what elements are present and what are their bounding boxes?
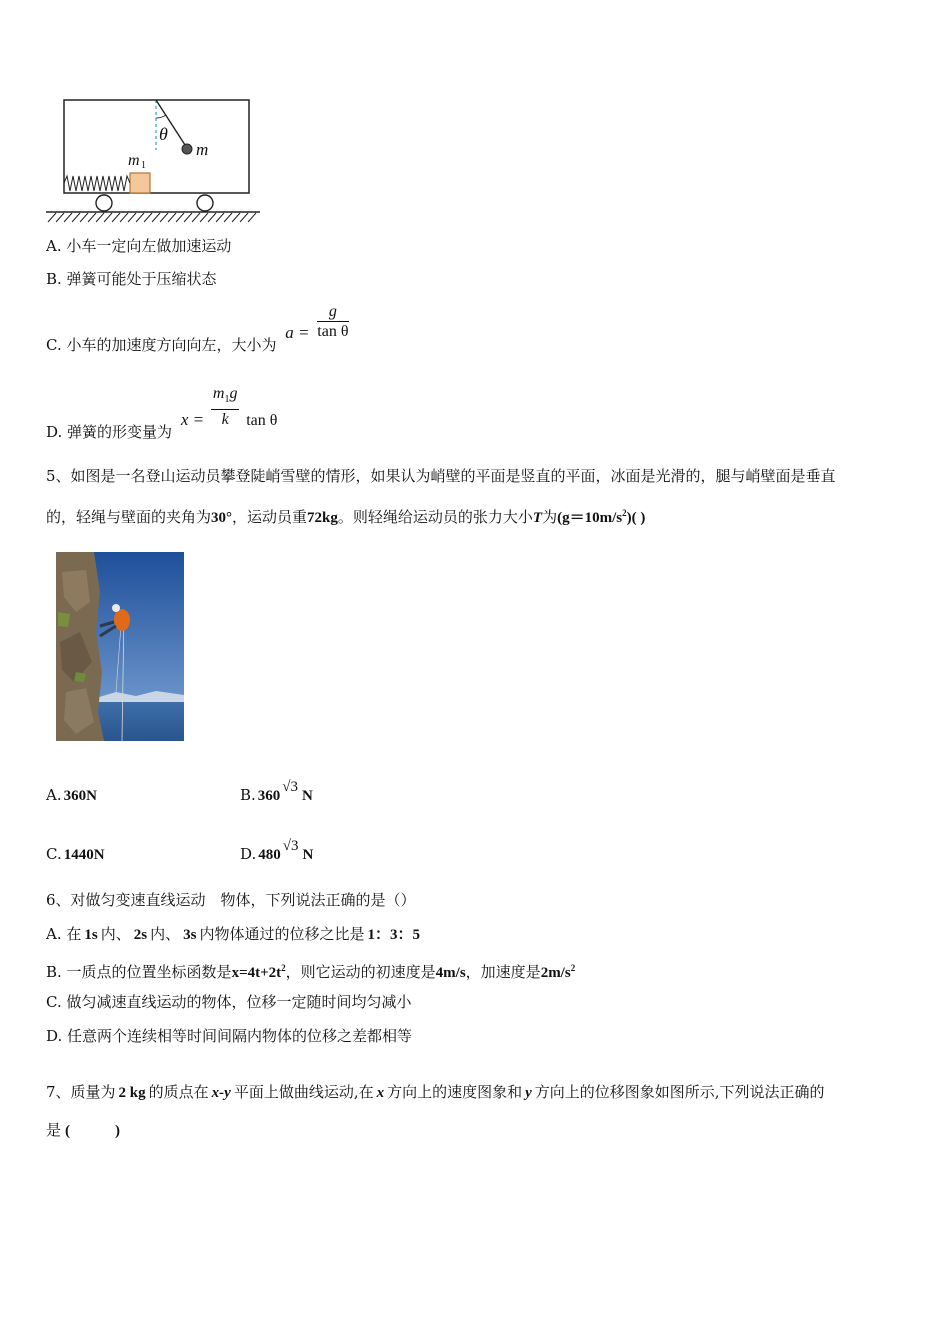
left-wheel — [96, 195, 112, 211]
sqrt3-b: √3 — [282, 779, 299, 795]
q6-option-a: A. 在 1s 内、 2s 内、 3s 内物体通过的位移之比是 1：3：5 — [46, 925, 420, 943]
q6-option-d: D. 任意两个连续相等时间间隔内物体的位移之差都相等 — [46, 1027, 413, 1045]
q4-option-b: B. 弹簧可能处于压缩状态 — [46, 270, 217, 288]
pendulum-ball — [182, 144, 192, 154]
climber-photo — [56, 552, 184, 741]
block-mass-subscript: 1 — [141, 160, 146, 171]
q4-option-d-fraction — [211, 384, 240, 430]
q5-option-a: A. 360N — [46, 786, 97, 804]
climber — [114, 609, 130, 631]
q4-option-d-numerator: $m_1g$ — [211, 384, 240, 410]
q4-option-c-lhs: a = — [285, 323, 310, 342]
q4-option-c-numerator: g — [317, 302, 348, 322]
q4-option-d — [46, 384, 278, 442]
q7-stem: 7、质量为 2 kg 的质点在 x-y 平面上做曲线运动,在 x 方向上的速度图象和 y 方向上的位移图象如图所示,下列说法正确的 是 ( ) — [46, 1083, 825, 1139]
right-wheel — [197, 195, 213, 211]
q5-stem: 5、如图是一名登山运动员攀登陡峭雪壁的情形，如果认为峭壁的平面是竖直的平面，冰面是光滑的，腿与峭壁面是垂直 的，轻绳与壁面的夹角为30°，运动员重72kg。则轻绳给运动员的张力大小T为$(g=10m/s^2)$( ) — [46, 467, 836, 526]
q6-option-b: B. 一质点的位置坐标函数是$x=4t+2t^2$，则它运动的初速度是4m/s，加速度是$2m/s^2$ — [46, 963, 576, 981]
block-m1 — [130, 173, 150, 193]
q5-option-d: D. 480√3N — [240, 838, 314, 863]
spring — [64, 176, 130, 191]
q4-option-c-denominator: tan θ — [317, 323, 349, 340]
q4-option-c-text: C. 小车的加速度方向向左，大小为 — [46, 336, 277, 354]
q4-option-a: A. 小车一定向左做加速运动 — [46, 237, 232, 255]
q5-option-b: B. 360√3N — [240, 779, 313, 804]
q5-option-c: C. 1440N — [46, 845, 105, 863]
theta-arc — [156, 115, 166, 118]
q4-option-c-fraction — [317, 302, 348, 342]
ground-hatching — [48, 213, 256, 222]
q6-option-c: C. 做匀减速直线运动的物体，位移一定随时间均匀减小 — [46, 993, 412, 1011]
q6-stem: 6、对做匀变速直线运动 物体，下列说法正确的是（） — [46, 891, 416, 909]
q4-option-d-lhs: x = — [180, 410, 205, 430]
q4-option-d-text: D. 弹簧的形变量为 — [46, 423, 173, 442]
ball-mass-label: m — [196, 140, 209, 159]
q4-option-d-denominator: k — [221, 411, 229, 429]
block-mass-label: m — [128, 152, 140, 169]
q4-option-d-tan: tan θ — [246, 412, 278, 430]
car-pendulum-figure — [40, 92, 270, 232]
q4-option-c — [46, 302, 349, 354]
sqrt3-d: √3 — [282, 838, 299, 854]
theta-label: θ — [159, 124, 168, 144]
